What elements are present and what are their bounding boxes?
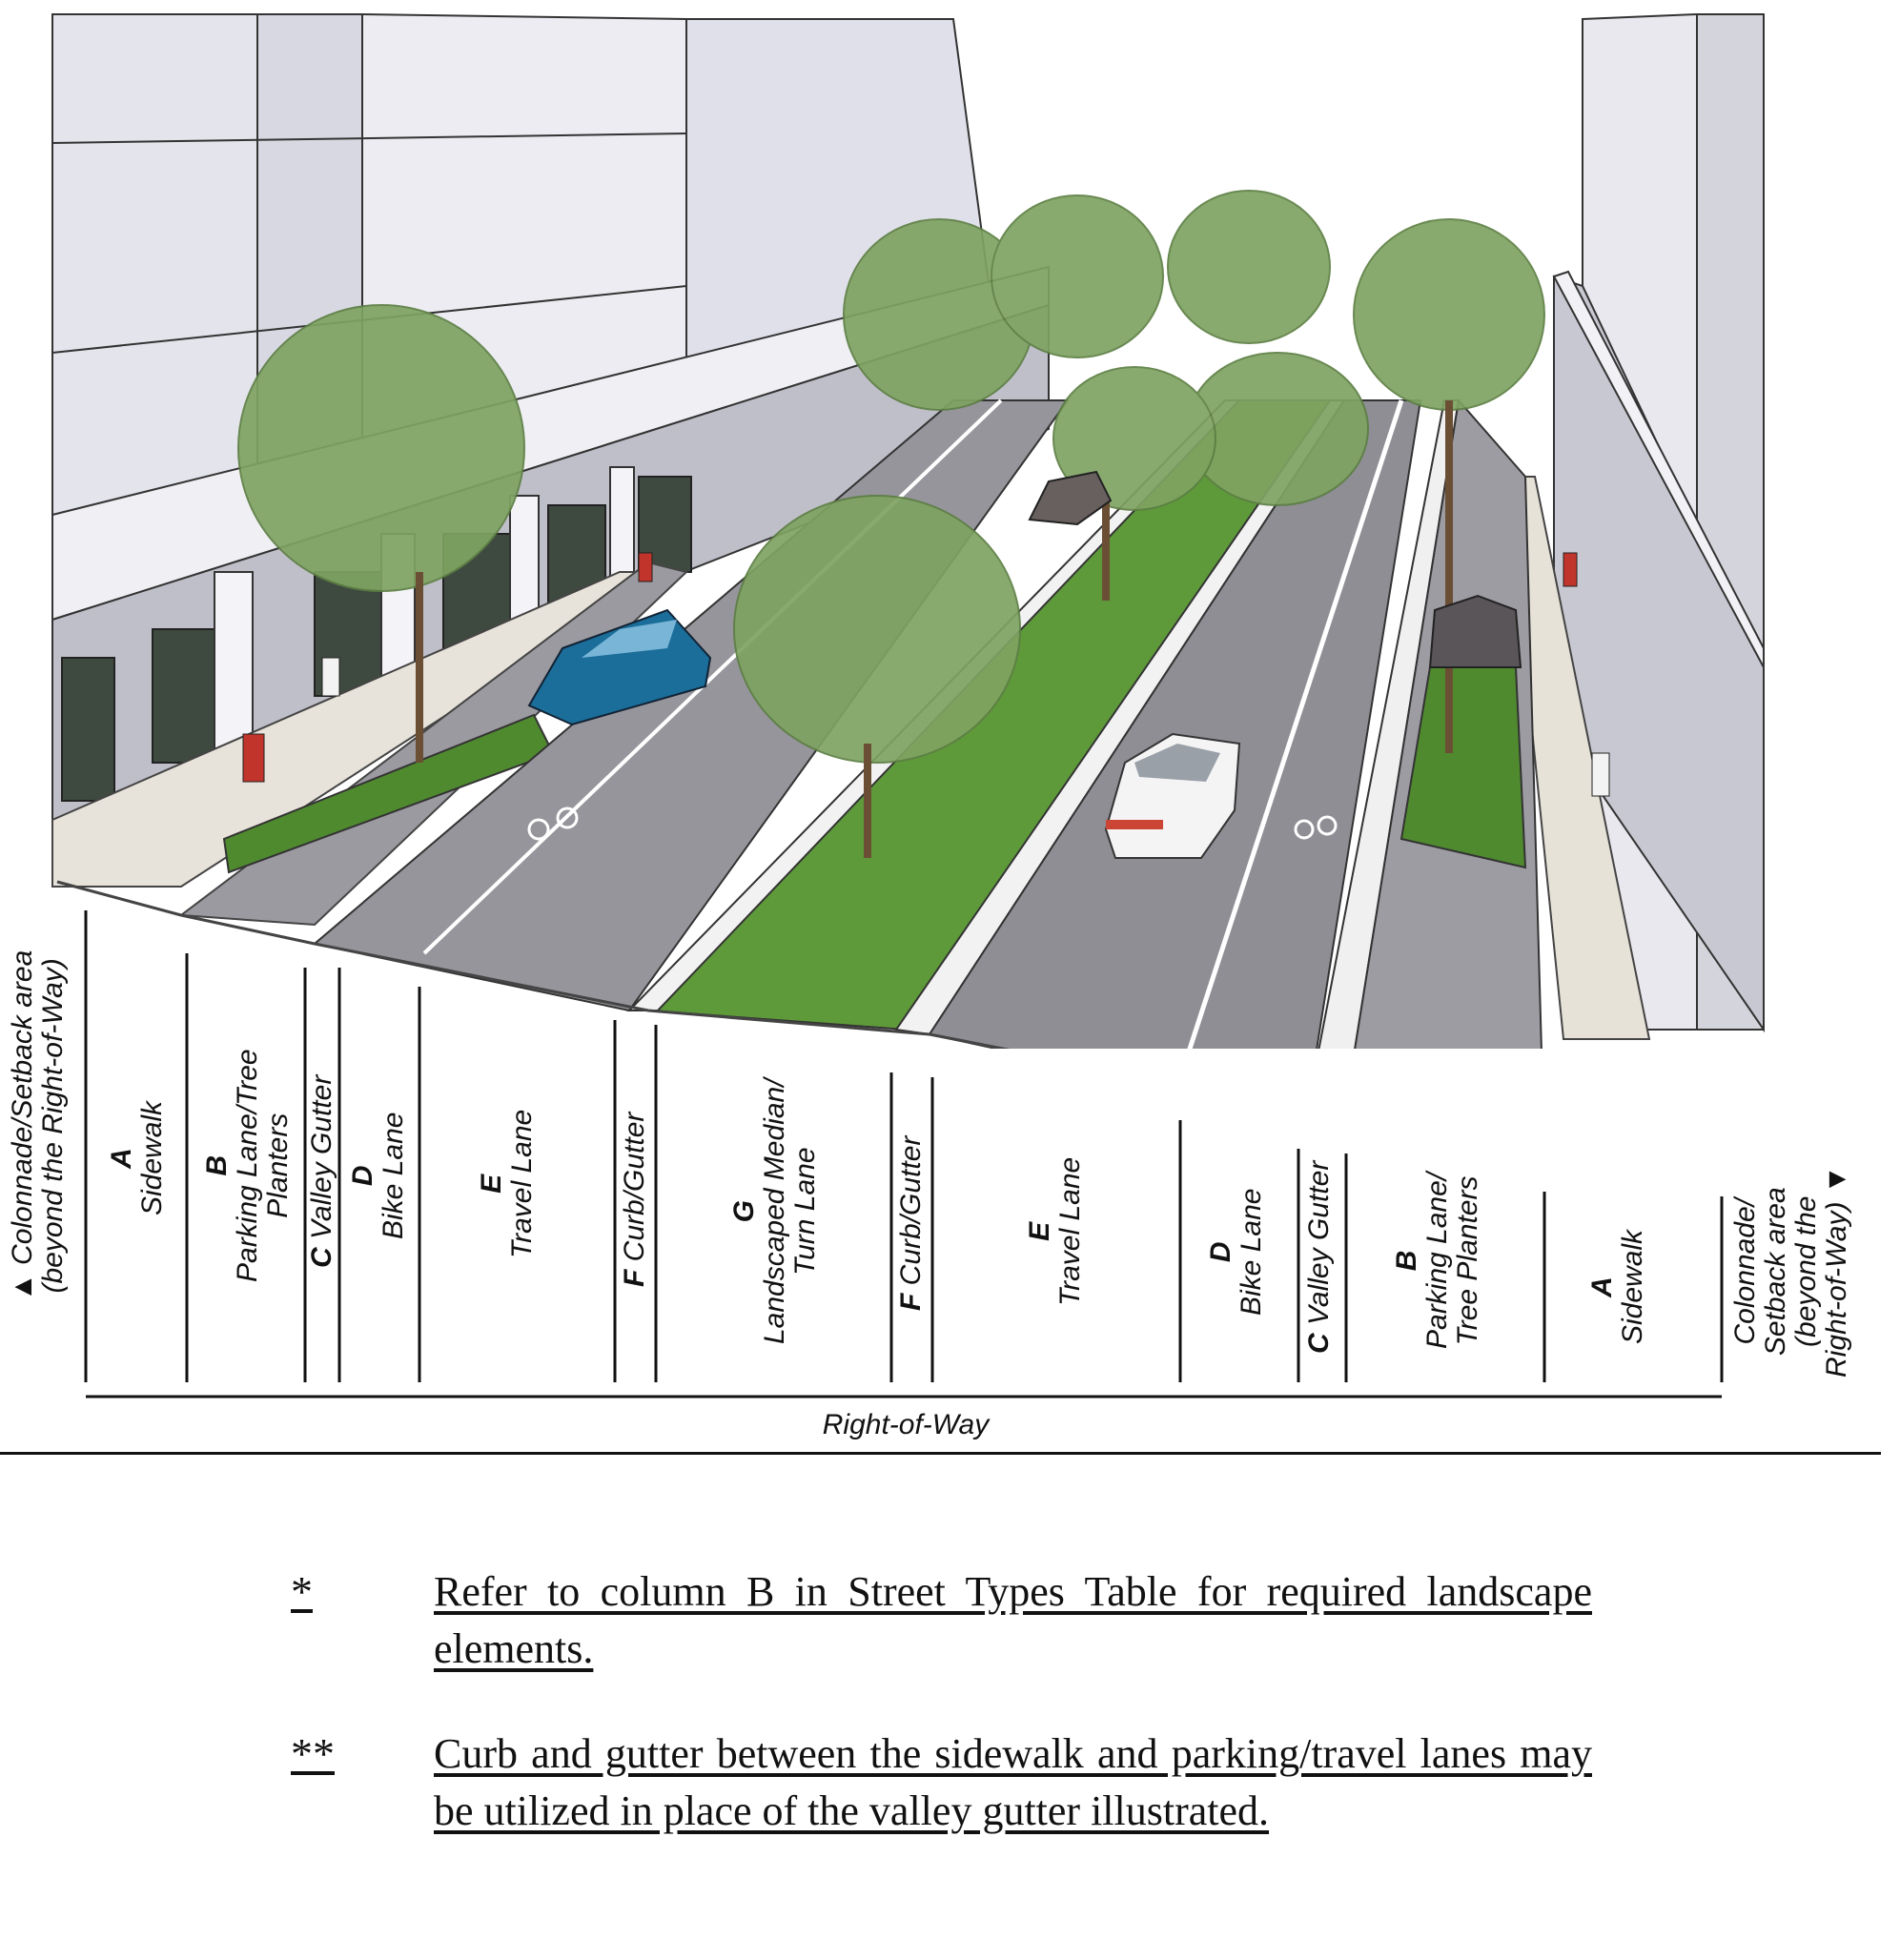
note-2-mark: ** xyxy=(291,1729,335,1778)
column-label-g-landscaped-median: G Landscaped Median/ Turn Lane xyxy=(728,1078,821,1344)
column-label-f-curb-gutter-right: F Curb/Gutter xyxy=(895,1135,927,1311)
right-of-way-label: Right-of-Way xyxy=(822,1409,990,1440)
column-label-a-sidewalk-left: A Sidewalk xyxy=(106,1100,168,1215)
column-label-b-parking-left: B Parking Lane/Tree Planters xyxy=(201,1049,294,1282)
note-1-text: Refer to column B in Street Types Table for required landscape elements. xyxy=(434,1568,1592,1672)
column-label-a-sidewalk-right: A Sidewalk xyxy=(1586,1229,1648,1344)
note-2-text: Curb and gutter between the sidewalk and parking/travel lanes may be utilized in place of the valley gutter illustrated. xyxy=(434,1730,1592,1834)
note-1-mark: * xyxy=(291,1567,313,1616)
column-label-b-parking-right: B Parking Lane/ Tree Planters xyxy=(1391,1172,1483,1349)
column-label-c-valley-gutter-left: C Valley Gutter xyxy=(306,1074,337,1268)
column-label-c-valley-gutter-right: C Valley Gutter xyxy=(1303,1160,1335,1354)
column-label-colonnade-right: Colonnade/ Setback area (beyond the Right-of-Way) ▼ xyxy=(1729,1165,1852,1378)
column-label-f-curb-gutter-left: F Curb/Gutter xyxy=(619,1112,650,1287)
column-label-e-travel-lane-right: E Travel Lane xyxy=(1024,1156,1086,1306)
column-label-e-travel-lane-left: E Travel Lane xyxy=(476,1109,538,1258)
section-divider xyxy=(0,1452,1881,1455)
column-label-d-bike-lane-left: D Bike Lane xyxy=(347,1112,409,1239)
column-label-colonnade-left: ▲ Colonnade/Setback area (beyond the Right-of-Way) xyxy=(7,949,69,1301)
column-label-d-bike-lane-right: D Bike Lane xyxy=(1205,1188,1267,1316)
